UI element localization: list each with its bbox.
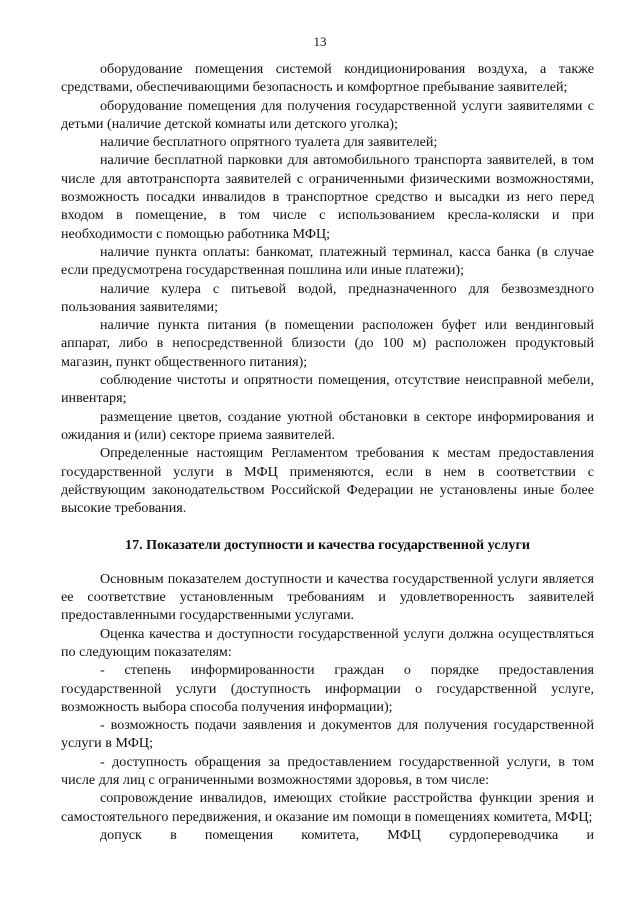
paragraph-sign-interpreter: допуск в помещения комитета, МФЦ сурдопереводчика и <box>100 826 594 843</box>
paragraph-children-room: оборудование помещения для получения государственной услуги заявителями с детьми (наличие детской комнаты или детского уголка); <box>61 97 594 132</box>
paragraph-water-cooler: наличие кулера с питьевой водой, предназначенного для безвозмездного пользования заявителями; <box>61 280 594 315</box>
paragraph-flowers: размещение цветов, создание уютной обстановки в секторе информирования и ожидания и (или) секторе приема заявителей. <box>61 408 594 443</box>
list-item-submission: - возможность подачи заявления и документов для получения государственной услуги в МФЦ; <box>61 717 594 752</box>
paragraph-cleanliness: соблюдение чистоты и опрятности помещения, отсутствие неисправной мебели, инвентаря; <box>61 372 594 407</box>
paragraph-air-conditioning: оборудование помещения системой кондиционирования воздуха, а также средствами, обеспечивающими безопасность и комфортное пребывание заявителей; <box>61 61 594 96</box>
paragraph-payment-point: наличие пункта оплаты: банкомат, платежный терминал, касса банка (в случае если предусмотрена государственная пошлина или иные платежи); <box>61 243 594 279</box>
paragraph-main-indicator: Основным показателем доступности и качества государственной услуги является ее соответствие установленным требованиям и удовлетворенность заявителей предоставленными государственными услугами. <box>61 570 594 624</box>
list-item-accessibility: - доступность обращения за предоставлением государственной услуги, в том числе для лиц с ограниченными возможностями здоровья, в том числе: <box>61 753 594 788</box>
section-heading: 17. Показатели доступности и качества государственной услуги <box>125 537 530 554</box>
list-item-informedness: - степень информированности граждан о порядке предоставления государственной услуги (доступность информации о государственной услуге, возможность выбора способа получения информации); <box>61 662 594 715</box>
paragraph-parking: наличие бесплатной парковки для автомобильного транспорта заявителей, в том числе для автотранспорта заявителей с ограниченными физическими возможностями, возможность посадки инвалидов в транспортное средство и высадки из него перед входом в помещение, в том числе с использованием кресла-коляски и при необходимости с помощью работника МФЦ; <box>61 152 594 242</box>
page-number: 13 <box>313 34 327 49</box>
paragraph-toilet: наличие бесплатного опрятного туалета для заявителей; <box>100 134 438 151</box>
paragraph-mfc-requirements: Определенные настоящим Регламентом требования к местам предоставления государственной услуги в МФЦ применяются, если в нем в соответствии с действующим законодательством Российской Федерации не установлены иные более высокие требования. <box>61 445 594 517</box>
paragraph-escort-disabled: сопровождение инвалидов, имеющих стойкие расстройства функции зрения и самостоятельного передвижения, и оказание им помощи в помещениях комитета, МФЦ; <box>61 790 594 825</box>
paragraph-food-point: наличие пункта питания (в помещении расположен буфет или вендинговый аппарат, либо в непосредственной близости (до 100 м) расположен продуктовый магазин, пункт общественного питания); <box>61 317 594 370</box>
paragraph-evaluation: Оценка качества и доступности государственной услуги должна осуществляться по следующим показателям: <box>61 625 594 660</box>
document-body <box>61 60 594 844</box>
